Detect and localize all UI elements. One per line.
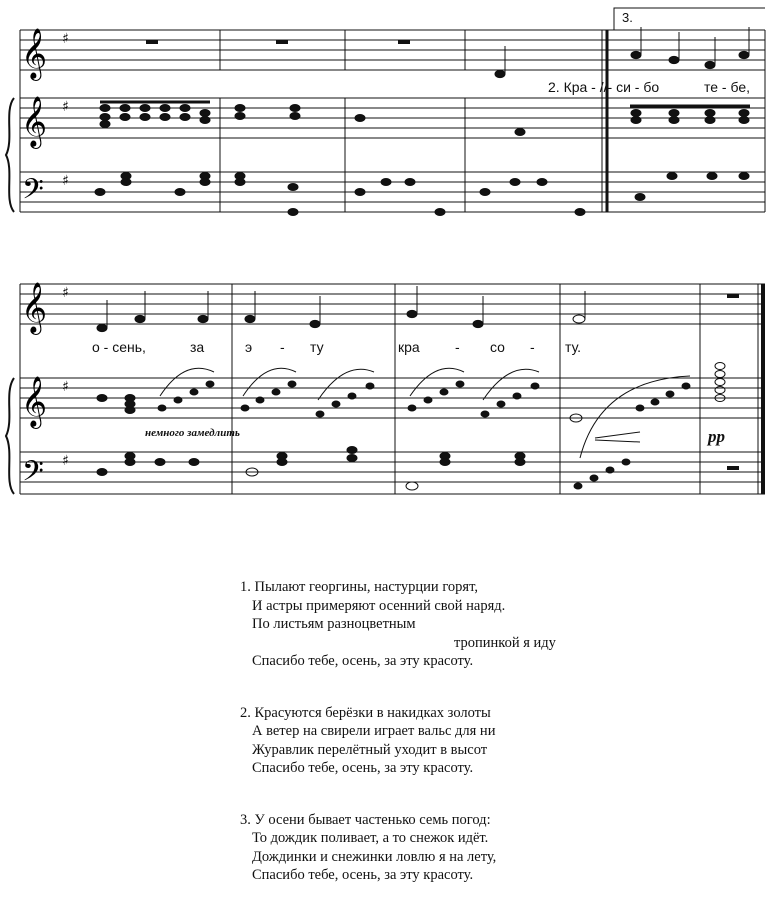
stanza-line: Дождинки и снежинки ловлю я на лету, — [252, 848, 497, 865]
lyric-syllable: за — [190, 339, 205, 355]
sharp-key-signature: ♯ — [62, 379, 69, 395]
lyric-syllable: - — [455, 339, 460, 355]
treble-clef-icon: 𝄞 — [21, 376, 48, 427]
slurs — [160, 368, 690, 458]
lyric-syllable: кра — [398, 339, 420, 355]
system-1-bass-notes — [95, 173, 749, 216]
song-verses — [240, 578, 600, 918]
system-2-vocal-notes — [97, 286, 585, 332]
stanza-line: По листьям разноцветным — [252, 616, 416, 632]
stanza-line: А ветер на свирели играет вальс для ни — [252, 723, 496, 739]
piano-brace-1 — [6, 98, 14, 212]
system-1-treble-chords — [100, 102, 750, 136]
system-2-bass-notes — [97, 447, 630, 491]
stanza-line: То дождик поливает, а то снежок идёт. — [252, 830, 489, 846]
stanza-line: 1. Пылают георгины, настурции горят, — [240, 579, 478, 595]
stanza-line: Спасибо тебе, осень, за эту красоту. — [252, 653, 474, 669]
lyric-syllable: ту — [310, 339, 324, 355]
bass-clef-icon: 𝄢 — [22, 455, 44, 495]
lyric-syllable: о - сень, — [92, 339, 146, 355]
system-1-vocal-staff — [20, 30, 765, 70]
system-1-whole-rests — [146, 40, 410, 44]
sharp-key-signature: ♯ — [62, 285, 69, 301]
system-1-barlines — [20, 30, 765, 212]
stanza-line: Журавлик перелётный уходит в высот — [252, 741, 488, 758]
sharp-key-signature: ♯ — [62, 453, 69, 469]
system-2-treble-notes — [97, 363, 725, 423]
lyric-syllable: э — [245, 339, 253, 355]
lyric-syllable: ту. — [565, 339, 582, 355]
treble-clef-icon: 𝄞 — [21, 28, 48, 79]
bass-clef-icon: 𝄢 — [22, 173, 44, 213]
lyric-syllable: со — [490, 339, 505, 355]
volta-ending-label: 3. — [622, 10, 633, 25]
lyric-syllable: те - бе, — [704, 79, 751, 95]
treble-clef-icon: 𝄞 — [21, 282, 48, 333]
system-1-piano-bass-staff — [20, 172, 765, 212]
lyric-syllable: 2. Кра - //- си - бо — [548, 79, 660, 95]
sharp-key-signature: ♯ — [62, 173, 69, 189]
lyric-syllable: - — [530, 339, 535, 355]
dynamic-marking: pp — [708, 427, 725, 446]
volta-bracket — [614, 8, 765, 30]
tempo-marking: немного замедлить — [145, 427, 240, 439]
system-1-piano-treble-staff — [20, 98, 765, 138]
stanza-1 — [240, 578, 600, 671]
stanza-line: Спасибо тебе, осень, за эту красоту. — [252, 867, 474, 883]
sharp-key-signature: ♯ — [62, 31, 69, 47]
whole-rest — [727, 294, 739, 298]
whole-rest — [727, 466, 739, 470]
stanza-line: И астры примеряют осенний свой наряд. — [252, 597, 506, 614]
system-2-vocal-staff — [20, 284, 765, 324]
stanza-3 — [240, 811, 600, 885]
treble-clef-icon: 𝄞 — [21, 96, 48, 147]
stanza-2 — [240, 704, 600, 778]
sharp-key-signature: ♯ — [62, 99, 69, 115]
stanza-line: 2. Красуются берёзки в накидках золоты — [240, 704, 491, 721]
stanza-line: тропинкой я иду — [454, 634, 556, 651]
stanza-line: Спасибо тебе, осень, за эту красоту. — [252, 760, 474, 776]
lyric-syllable: - — [280, 339, 285, 355]
piano-brace-2 — [6, 378, 14, 494]
stanza-line: 3. У осени бывает частенько семь погод: — [240, 811, 491, 828]
